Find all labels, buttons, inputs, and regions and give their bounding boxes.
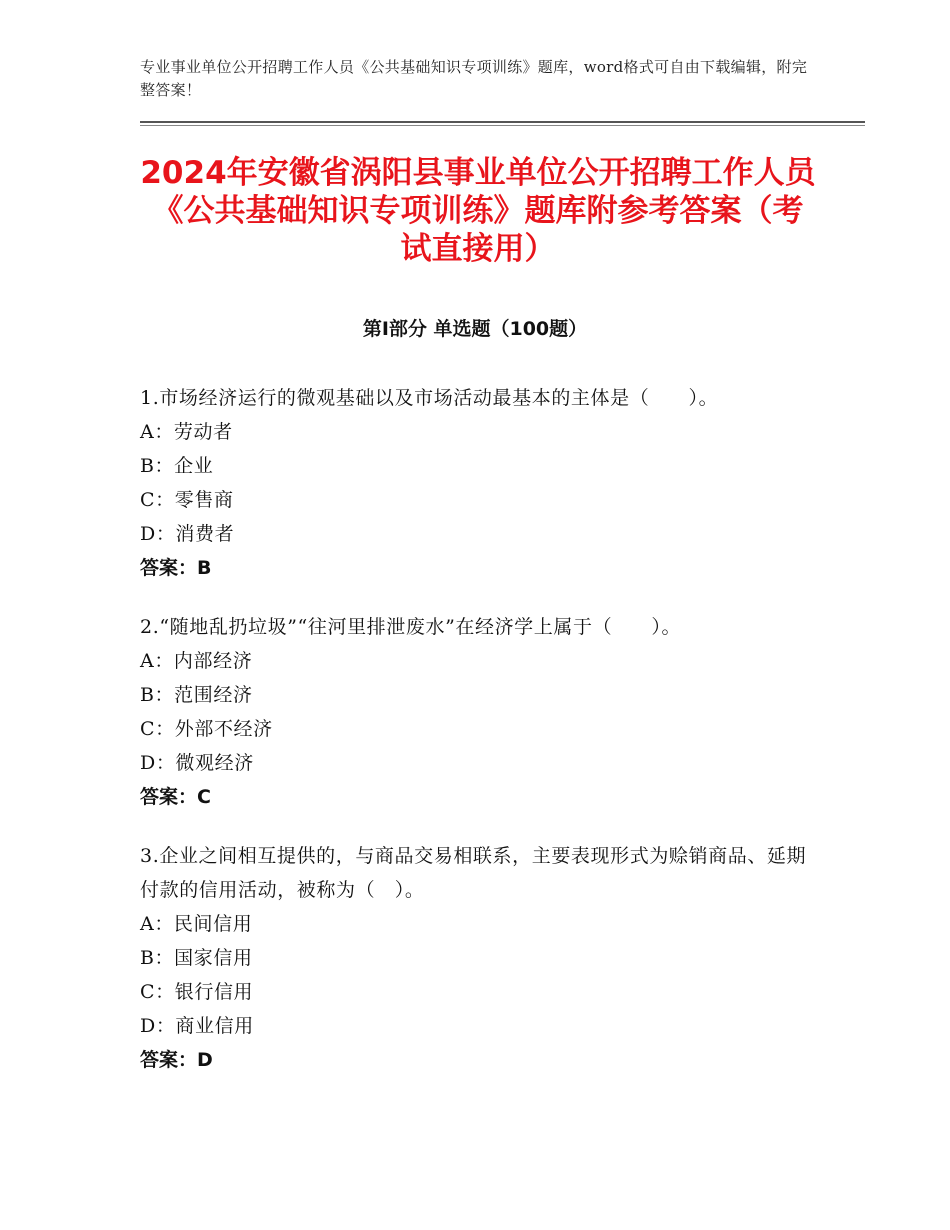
option-d: D：微观经济: [140, 752, 254, 774]
question-stem: 1.市场经济运行的微观基础以及市场活动最基本的主体是（ ）。: [140, 387, 719, 409]
question-stem: 3.企业之间相互提供的，与商品交易相联系，主要表现形式为赊销商品、延期付款的信用活动，被称为（ ）。: [140, 845, 807, 901]
option-c: C：零售商: [140, 489, 234, 511]
option-a: A：内部经济: [140, 650, 253, 672]
answer: 答案：D: [140, 1049, 213, 1071]
question-3: [140, 839, 820, 1077]
option-c: C：银行信用: [140, 981, 254, 1003]
option-c: C：外部不经济: [140, 718, 273, 740]
option-b: B：国家信用: [140, 947, 253, 969]
option-a: A：民间信用: [140, 913, 253, 935]
header-note: 专业事业单位公开招聘工作人员《公共基础知识专项训练》题库，word格式可自由下载编辑，附完整答案！: [140, 58, 808, 99]
section-title: 第Ⅰ部分 单选题（100题）: [362, 318, 588, 340]
answer: 答案：C: [140, 786, 211, 808]
header-divider-thin: [140, 125, 865, 126]
question-stem: 2.“随地乱扔垃圾”“往河里排泄废水”在经济学上属于（ ）。: [140, 616, 682, 638]
option-d: D：商业信用: [140, 1015, 254, 1037]
header-divider-thick: [140, 121, 865, 123]
option-b: B：范围经济: [140, 684, 253, 706]
option-b: B：企业: [140, 455, 214, 477]
answer: 答案：B: [140, 557, 212, 579]
question-1: [140, 381, 820, 585]
option-d: D：消费者: [140, 523, 235, 545]
question-2: [140, 610, 820, 814]
option-a: A：劳动者: [140, 421, 233, 443]
document-title: 2024年安徽省涡阳县事业单位公开招聘工作人员《公共基础知识专项训练》题库附参考答案（考试直接用）: [140, 155, 816, 267]
question-list: [140, 381, 820, 1102]
